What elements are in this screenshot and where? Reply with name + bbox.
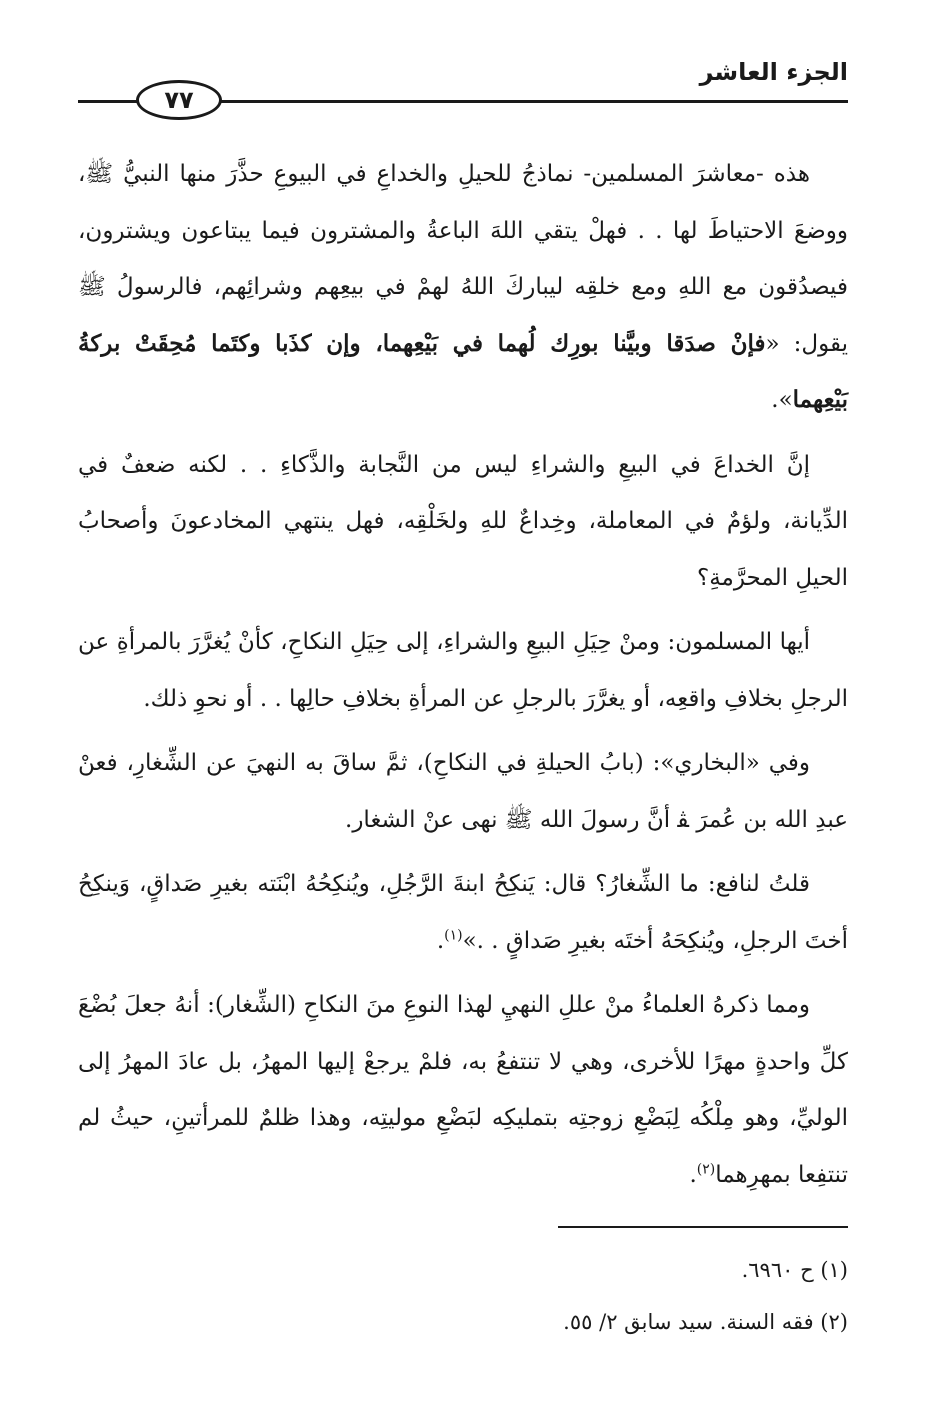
footnote: (١) ح ٦٩٦٠. bbox=[741, 1258, 848, 1282]
text-run: أيها المسلمون: ومنْ حِيَلِ البيعِ والشراءِ، إلى حِيَلِ النكاحِ، كأنْ يُغرَّرَ بالمرأةِ عن الرجلِ بخلافِ واقعِه، أو يغرَّرَ بالرجلِ عن المرأةِ بخلافِ حالِها . . أو نحوِ ذلك. bbox=[78, 629, 848, 712]
footnotes bbox=[78, 1244, 848, 1348]
footnote-separator bbox=[558, 1226, 848, 1228]
text-run: . bbox=[436, 927, 445, 954]
text-run: وفي «البخاري»: (بابُ الحيلةِ في النكاحِ)، ثمَّ ساقَ به النهيَ عن الشِّغارِ، فعنْ عبدِ الله بن عُمرَ ﭭ أنَّ رسولَ الله ﷺ نهى عنْ الشغار. bbox=[78, 750, 848, 833]
paragraph bbox=[78, 856, 848, 969]
text-run: ». bbox=[771, 387, 793, 413]
paragraph bbox=[78, 614, 848, 727]
footnote-marker: (١) bbox=[444, 926, 463, 943]
text-run: إنَّ الخداعَ في البيعِ والشراءِ ليس من النَّجابة والذَّكاءِ . . لكنه ضعفٌ في الدِّيانة، ولؤمٌ في المعاملة، وخِداعٌ للهِ ولخَلْقِه، فهل ينتهي المخادعونَ وأصحابُ الحيلِ المحرَّمةِ؟ bbox=[78, 451, 848, 591]
footnote: (٢) فقه السنة. سيد سابق ٢/ ٥٥. bbox=[563, 1310, 848, 1334]
text-run: هذه -معاشرَ المسلمين- نماذجُ للحيلِ والخداعِ في البيوعِ حذَّرَ منها النبيُّ ﷺ، ووضعَ الاحتياطَ لها . . فهلْ يتقي اللهَ الباعةُ والمشترون فيما يبتاعون ويشترون، فيصدُقون مع اللهِ ومع خلقِه ليباركَ اللهُ لهمْ في بيعِهم وشرائِهم، فالرسولُ ﷺ يقول: « bbox=[78, 161, 848, 357]
paragraph bbox=[78, 146, 848, 429]
text-run: قلتُ لنافع: ما الشِّغارُ؟ قال: يَنكِحُ ابنةَ الرَّجُلِ، ويُنكِحُهُ ابْنَته بغيرِ صَداقٍ، وَينكِحُ أختَ الرجلِ، ويُنكِحَهُ أختَه بغيرِ صَداقٍ . .» bbox=[78, 871, 848, 954]
paragraph bbox=[78, 735, 848, 848]
text-run: ومما ذكرهُ العلماءُ منْ عللِ النهيِ لهذا النوعِ منَ النكاحِ (الشِّغار): أنهُ جعلَ بُضْعَ كلِّ واحدةٍ مهرًا للأخرى، وهي لا تنتفعُ به، فلمْ يرجعْ إليها المهرُ، بل عادَ المهرُ إلى الوليِّ، وهو مِلْكُه لِبَضْعِ زوجتِه بتمليكِه لبَضْعِ موليتِه، وهذا ظلمٌ للمرأتينِ، حيثُ لم تنتفِعا بمهرِهما bbox=[78, 992, 848, 1188]
paragraph bbox=[78, 977, 848, 1203]
body-text bbox=[78, 146, 848, 1211]
running-title: الجزء العاشر bbox=[699, 58, 848, 86]
page-header bbox=[78, 56, 848, 136]
text-run: . bbox=[689, 1161, 697, 1188]
paragraph bbox=[78, 437, 848, 607]
page-number: ٧٧ bbox=[136, 80, 222, 120]
footnote-marker: (٢) bbox=[696, 1160, 716, 1177]
hadith-quote: فإنْ صدَقا وبيَّنا بورِك لُهما في بَيْعِهما، وإن كذَبا وكتَما مُحِقَتْ بركةُ بَيْعِهما bbox=[78, 329, 848, 413]
